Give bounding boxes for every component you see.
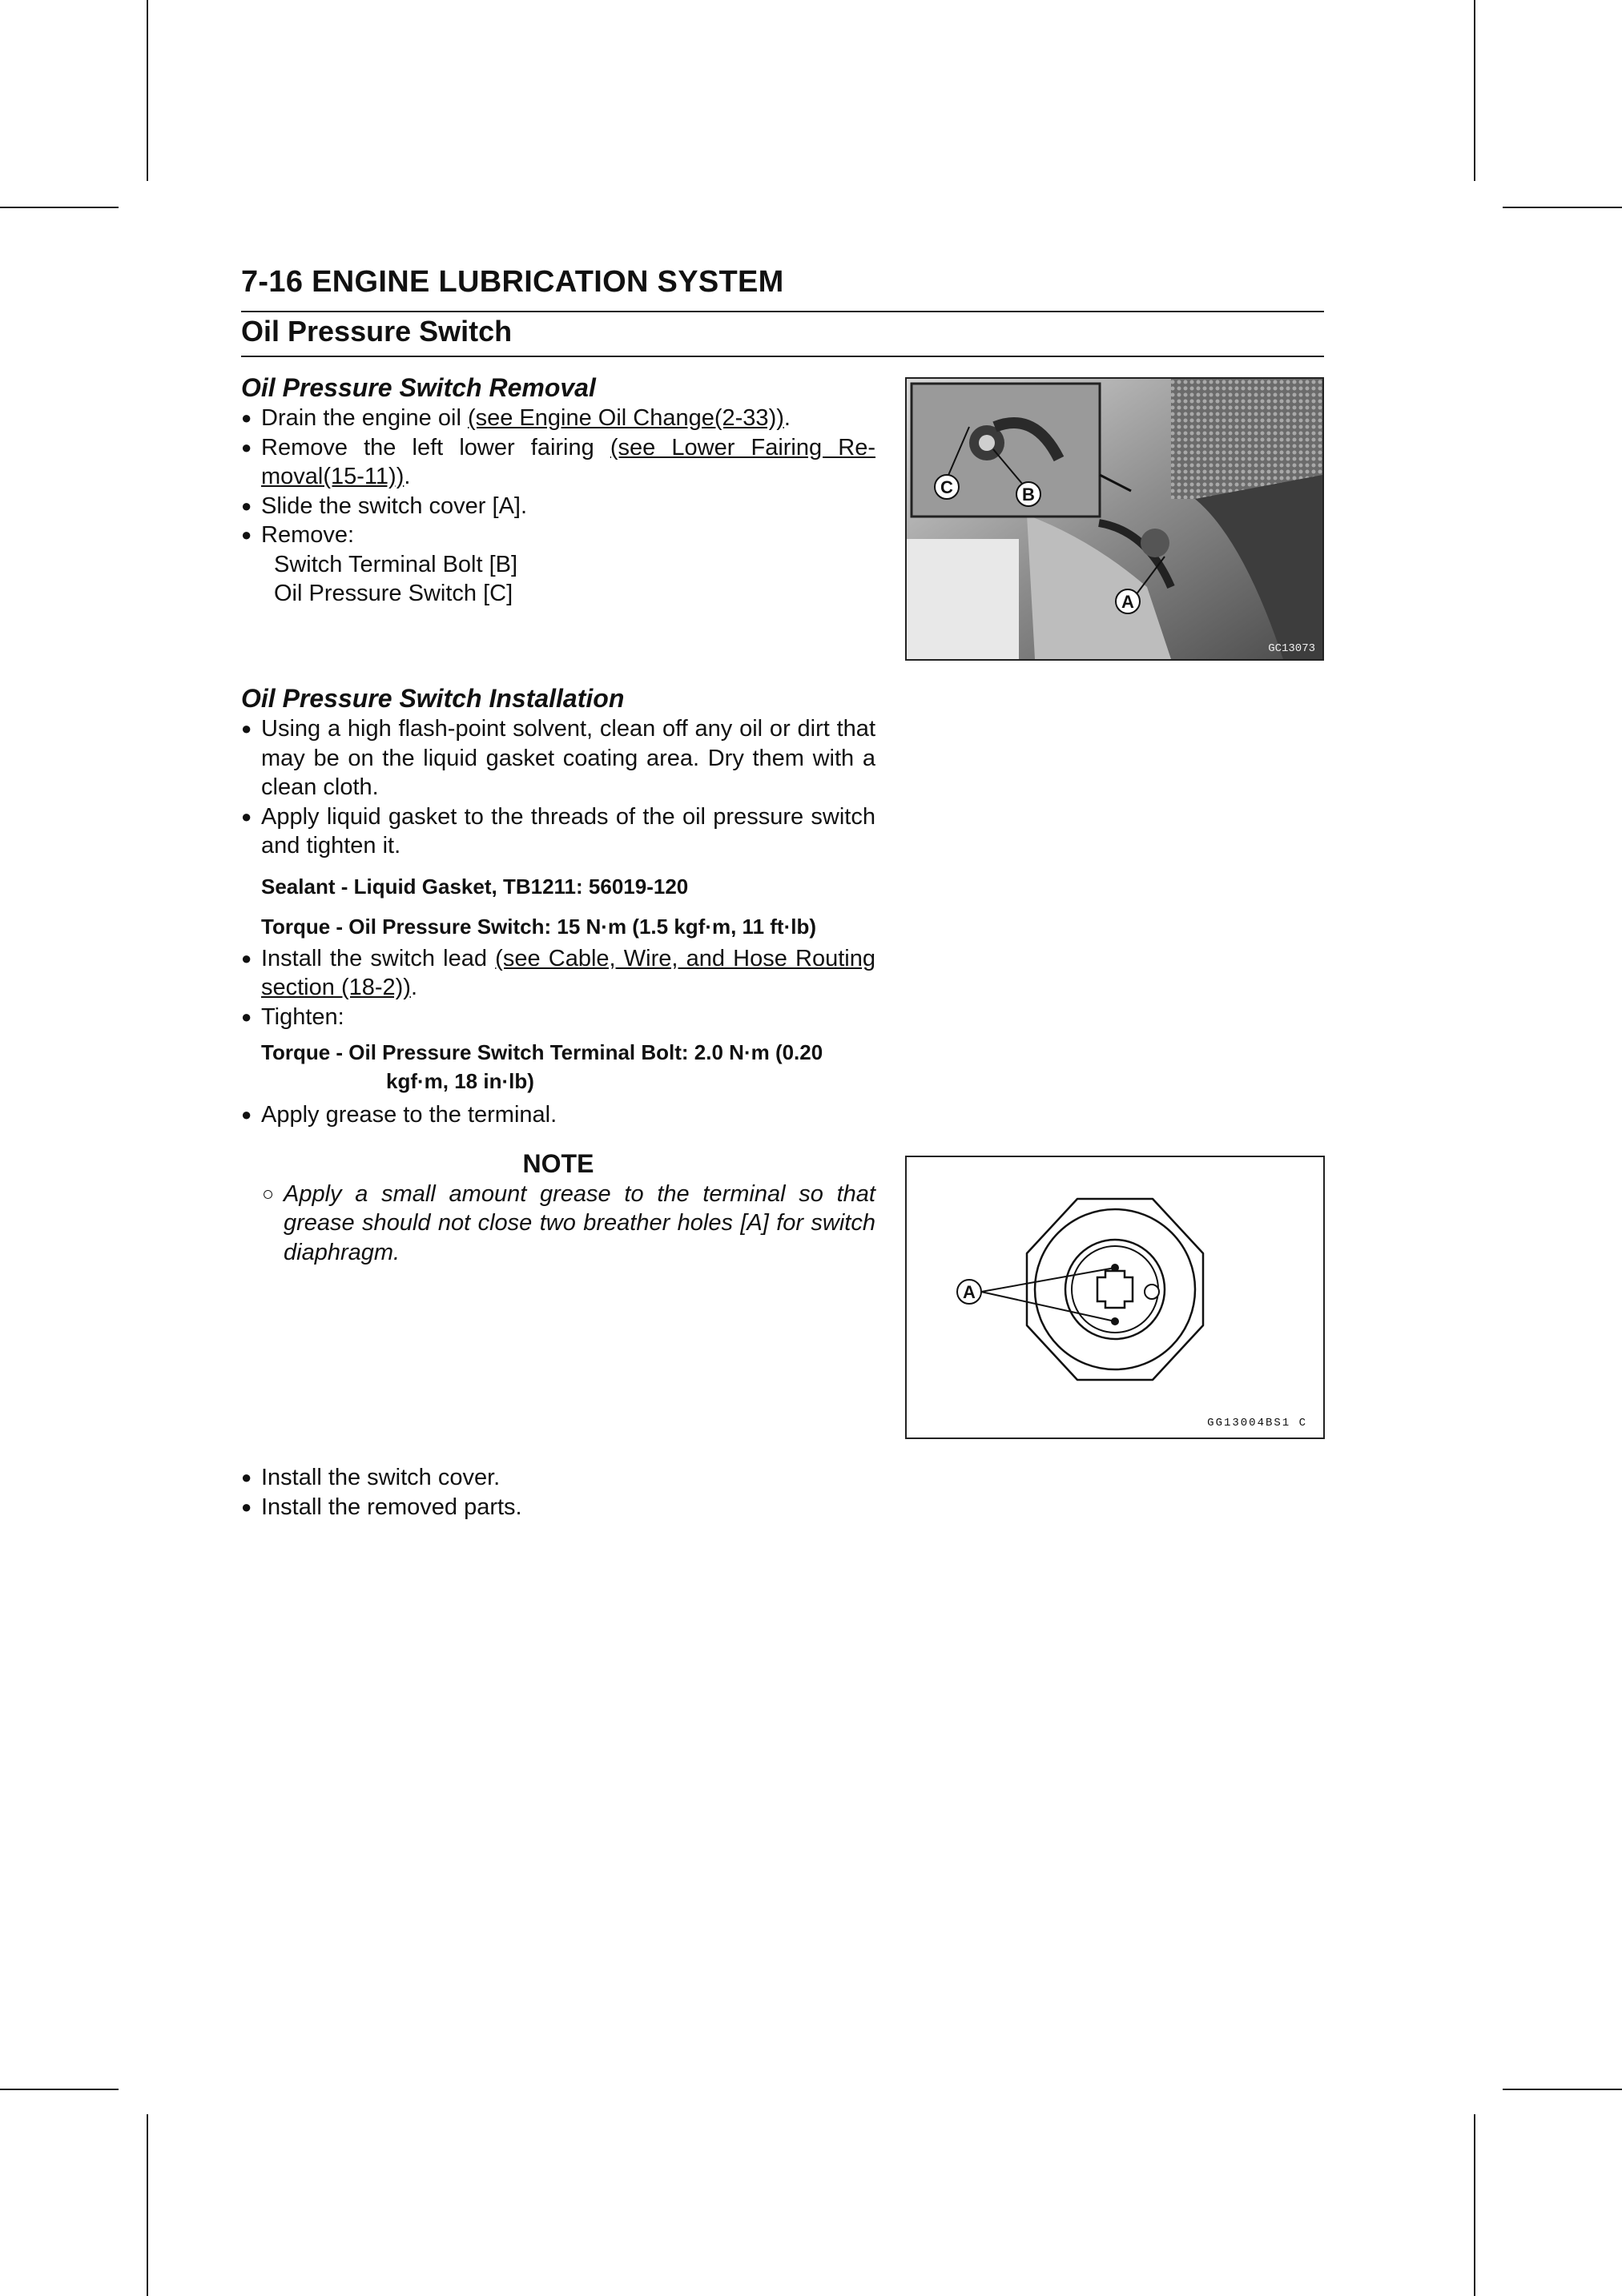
section-rule — [241, 356, 1324, 357]
torque-spec: Torque - Oil Pressure Switch: 15 N·m (1.5 kgf·m, 11 ft·lb) — [261, 914, 816, 939]
remove-item: Oil Pressure Switch [C] — [274, 581, 513, 606]
installation-step: ● Apply grease to the terminal. — [241, 1100, 875, 1130]
note-title: NOTE — [522, 1148, 594, 1178]
figure2-code: GG13004BS1 C — [1207, 1417, 1307, 1429]
crop-mark — [147, 2114, 148, 2296]
crop-mark — [1474, 2114, 1475, 2296]
callout-a — [1116, 589, 1140, 613]
removal-step: ● Remove: — [241, 521, 875, 550]
callout-a — [957, 1280, 981, 1304]
svg-text:A: A — [1121, 592, 1134, 612]
callout-b — [1016, 482, 1040, 506]
final-step: ● Install the removed parts. — [241, 1493, 875, 1522]
remove-item: Switch Terminal Bolt [B] — [274, 551, 518, 577]
figure-oil-pressure-switch-photo — [905, 377, 1324, 661]
header-rule — [241, 311, 1324, 312]
photo-illustration — [907, 379, 1322, 659]
section-title: Oil Pressure Switch — [241, 315, 513, 348]
crop-mark — [1503, 207, 1622, 208]
figure1-code: GC13073 — [1268, 642, 1315, 655]
diagram-illustration — [907, 1157, 1323, 1438]
installation-heading: Oil Pressure Switch Installation — [241, 684, 625, 713]
sealant-spec: Sealant - Liquid Gasket, TB1211: 56019-120 — [261, 874, 689, 899]
installation-step: ● Tighten: — [241, 1003, 875, 1032]
torque-spec-terminal-bolt-cont: kgf·m, 18 in·lb) — [386, 1069, 534, 1093]
callout-c — [935, 475, 959, 499]
installation-section — [241, 682, 875, 1267]
note-text: ○ Apply a small amount grease to the terminal so that grease should not close two breather holes [A] for switch diaphragm. — [241, 1180, 875, 1268]
crop-mark — [0, 207, 119, 208]
installation-step: ● Using a high flash-point solvent, clean off any oil or dirt that may be on the liquid gasket coating area. Dry them with a clean cloth. — [241, 714, 875, 802]
removal-heading: Oil Pressure Switch Removal — [241, 373, 596, 402]
final-steps — [241, 1463, 875, 1522]
crop-mark — [0, 2089, 119, 2090]
svg-text:B: B — [1022, 485, 1035, 505]
link-engine-oil-change[interactable]: (see Engine Oil Change(2-33)) — [467, 405, 784, 431]
removal-step: ● Remove the left lower fairing (see Lower Fairing Re-moval(15-11)). — [241, 433, 875, 492]
crop-mark — [147, 0, 148, 181]
installation-step: ● Install the switch lead (see Cable, Wire, and Hose Routing section (18-2)). — [241, 944, 875, 1003]
installation-step: ● Apply liquid gasket to the threads of the oil pressure switch and tighten it. — [241, 802, 875, 861]
removal-step: ● Drain the engine oil (see Engine Oil Change(2-33)). — [241, 404, 875, 433]
svg-text:A: A — [963, 1282, 976, 1302]
svg-text:C: C — [940, 477, 953, 497]
page-header-title: 7-16 ENGINE LUBRICATION SYSTEM — [241, 265, 784, 299]
crop-mark — [1503, 2089, 1622, 2090]
removal-section — [241, 372, 875, 609]
link-cable-wire-hose-routing[interactable]: (see Cable, Wire, and Hose Routing section (18-2)) — [261, 945, 875, 1000]
removal-step: ● Slide the switch cover [A]. — [241, 492, 875, 521]
final-step: ● Install the switch cover. — [241, 1463, 875, 1493]
crop-mark — [1474, 0, 1475, 181]
figure-switch-diagram — [905, 1156, 1325, 1439]
link-lower-fairing-removal[interactable]: (see Lower Fairing Re-moval(15-11)) — [261, 434, 875, 489]
torque-spec-terminal-bolt: Torque - Oil Pressure Switch Terminal Bolt: 2.0 N·m (0.20 — [261, 1040, 823, 1064]
